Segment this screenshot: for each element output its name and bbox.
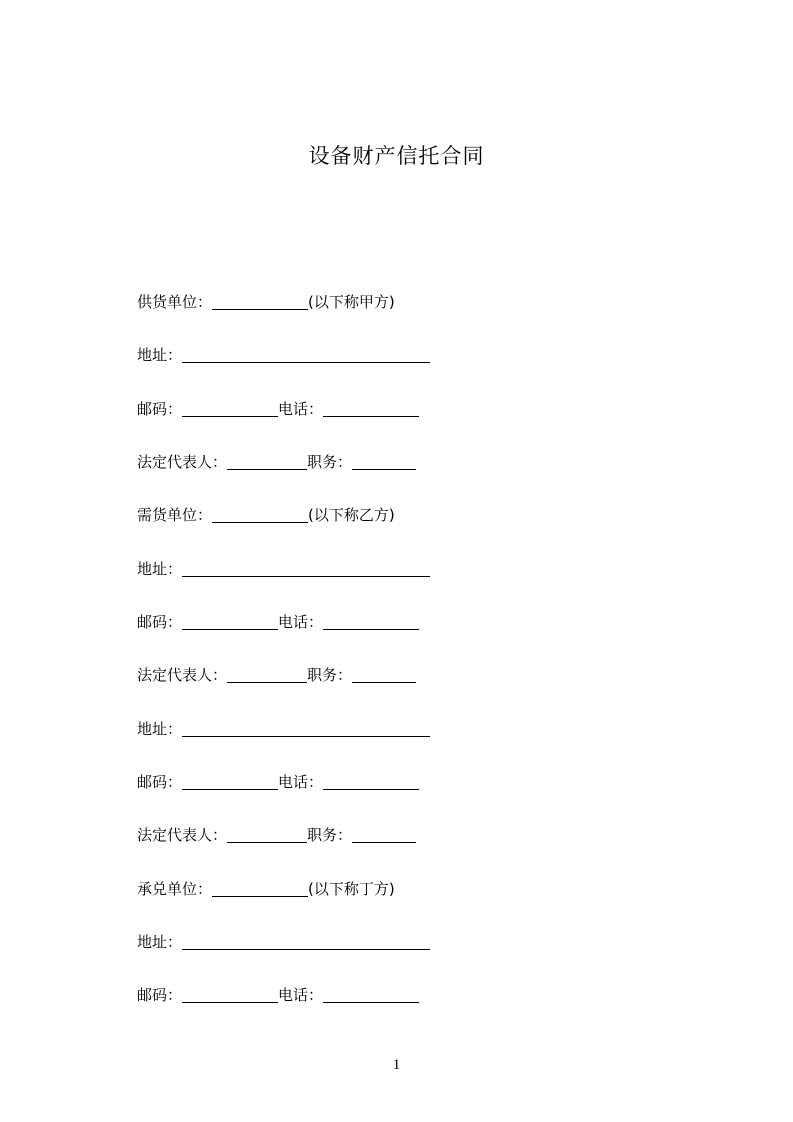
field-label: 地址： [137, 933, 183, 951]
blank-line [352, 819, 416, 843]
field-label: 邮码： [137, 400, 183, 418]
document-title: 设备财产信托合同 [308, 144, 485, 168]
acceptor-unit-row [137, 877, 395, 901]
blank-line [227, 446, 307, 470]
postcode-phone-row [137, 610, 419, 634]
field-label: 法定代表人： [137, 826, 228, 844]
field-label: 邮码： [137, 773, 183, 791]
blank-line [182, 713, 430, 737]
blank-line [182, 393, 278, 417]
field-label: 职务： [307, 826, 353, 844]
blank-line [227, 819, 307, 843]
field-label: 法定代表人： [137, 453, 228, 471]
blank-line [323, 979, 419, 1003]
blank-line [323, 393, 419, 417]
address-row [137, 930, 430, 954]
address-row [137, 717, 430, 741]
field-label: 承兑单位： [137, 880, 213, 898]
blank-line [352, 446, 416, 470]
supplier-unit-row [137, 290, 395, 314]
postcode-phone-row [137, 983, 419, 1007]
field-label: 电话： [278, 773, 324, 791]
blank-line [182, 926, 430, 950]
postcode-phone-row [137, 397, 419, 421]
address-row [137, 557, 430, 581]
field-label: 电话： [278, 986, 324, 1004]
field-suffix: (以下称乙方) [308, 506, 395, 524]
legal-rep-row [137, 663, 416, 687]
field-suffix: (以下称甲方) [308, 293, 395, 311]
field-label: 电话： [278, 613, 324, 631]
field-label: 地址： [137, 720, 183, 738]
field-label: 邮码： [137, 613, 183, 631]
blank-line [323, 766, 419, 790]
blank-line [182, 553, 430, 577]
field-suffix: (以下称丁方) [308, 880, 395, 898]
blank-line [182, 766, 278, 790]
address-row [137, 343, 430, 367]
field-label: 地址： [137, 560, 183, 578]
blank-line [352, 659, 416, 683]
blank-line [323, 606, 419, 630]
blank-line [182, 979, 278, 1003]
blank-line [182, 339, 430, 363]
legal-rep-row [137, 450, 416, 474]
legal-rep-row [137, 823, 416, 847]
blank-line [182, 606, 278, 630]
blank-line [212, 873, 308, 897]
postcode-phone-row [137, 770, 419, 794]
field-label: 地址： [137, 346, 183, 364]
page-number: 1 [392, 1057, 401, 1073]
field-label: 需货单位： [137, 506, 213, 524]
field-label: 法定代表人： [137, 666, 228, 684]
blank-line [227, 659, 307, 683]
blank-line [212, 286, 308, 310]
field-label: 职务： [307, 453, 353, 471]
buyer-unit-row [137, 503, 395, 527]
field-label: 供货单位： [137, 293, 213, 311]
field-label: 职务： [307, 666, 353, 684]
field-label: 邮码： [137, 986, 183, 1004]
blank-line [212, 499, 308, 523]
field-label: 电话： [278, 400, 324, 418]
